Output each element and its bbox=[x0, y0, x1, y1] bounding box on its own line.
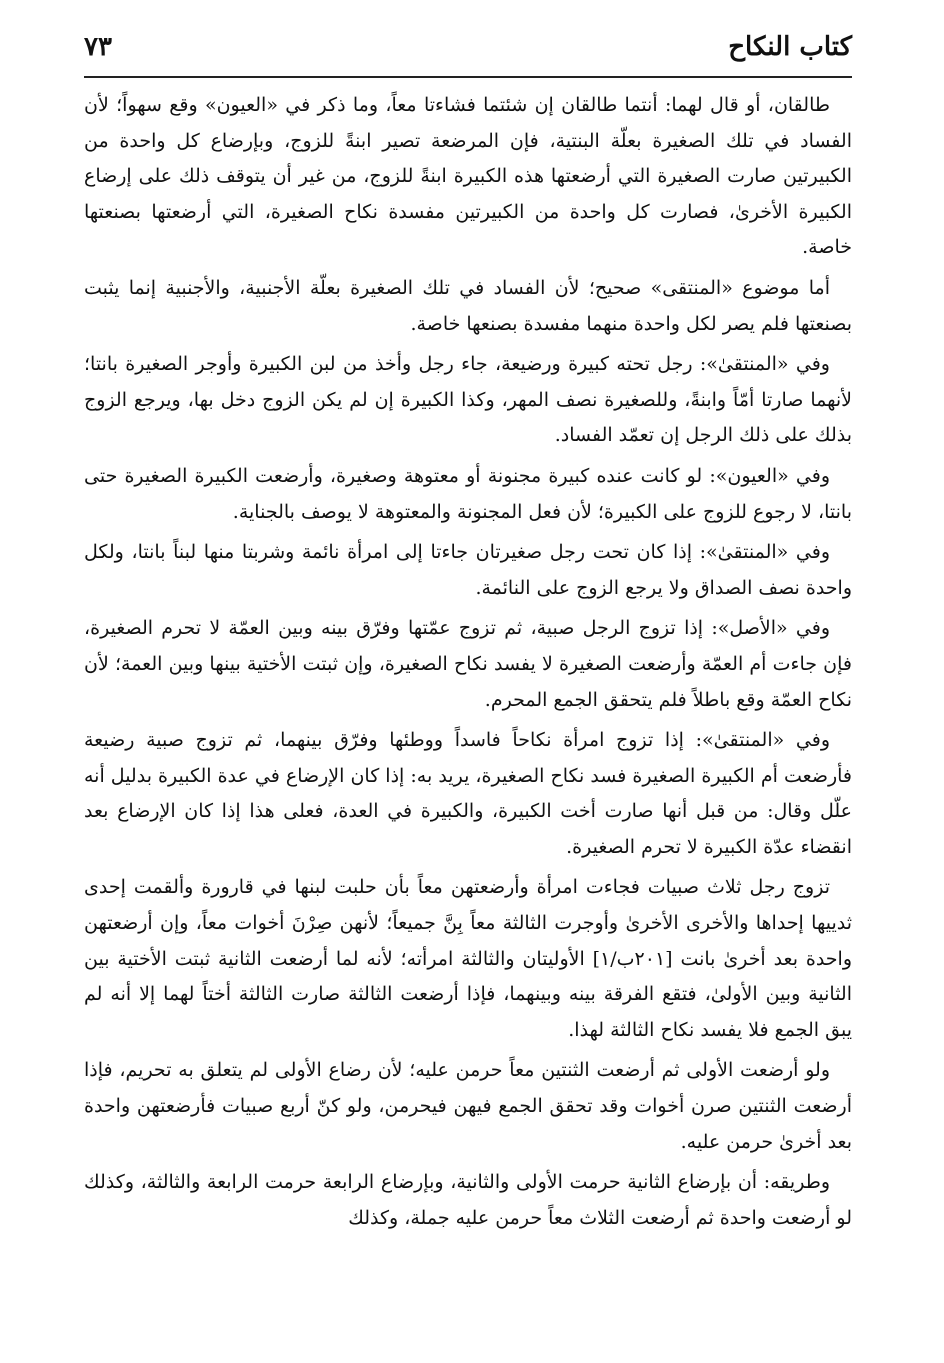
paragraph: طالقان، أو قال لهما: أنتما طالقان إن شئتما فشاءتا معاً، وما ذكر في «العيون» وقع سهواً؛ لأن الفساد في تلك الصغيرة بعلّة البنتية، فإن المرضعة تصير ابنةً للزوج، وبإرضاع كل واحدة من الكبيرتين صارت الصغيرة التي أرضعتها هذه الكبيرة ابنةً للزوج، من غير أن يتوقف ذلك على إرضاع الكبيرة الأخرىٰ، فصارت كل واحدة من الكبيرتين مفسدة نكاح الصغيرة، التي أرضعتها بصنعتها خاصة. bbox=[84, 94, 852, 259]
paragraph: وفي «المنتقىٰ»: إذا كان تحت رجل صغيرتان جاءتا إلى امرأة نائمة وشربتا منها لبناً بانتا، ولكل واحدة نصف الصداق ولا يرجع الزوج على النائمة. bbox=[84, 541, 852, 599]
paragraph: وفي «المنتقىٰ»: رجل تحته كبيرة ورضيعة، جاء رجل وأخذ من لبن الكبيرة وأوجر الصغيرة بانتا؛ لأنهما صارتا أمّاً وابنةً، وللصغيرة نصف المهر، وكذا الكبيرة إن لم يكن الزوج دخل بها، ويرجع الزوج بذلك على ذلك الرجل إن تعمّد الفساد. bbox=[84, 353, 852, 447]
running-header bbox=[84, 28, 852, 68]
paragraph: وفي «المنتقىٰ»: إذا تزوج امرأة نكاحاً فاسداً ووطئها وفرّق بينهما، ثم تزوج صبية رضيعة فأرضعت أم الكبيرة الصغيرة فسد نكاح الصغيرة، يريد به: إذا كان الإرضاع في عدة الكبيرة بدليل أنه علّل وقال: من قبل أنها صارت أخت الكبيرة، والكبيرة في العدة، فعلى هذا إذا كان الإرضاع بعد انقضاء عدّة الكبيرة لا تحرم الصغيرة. bbox=[84, 729, 852, 858]
paragraph: وفي «الأصل»: إذا تزوج الرجل صبية، ثم تزوج عمّتها وفرّق بينه وبين العمّة لا تحرم الصغيرة، فإن جاءت أم العمّة وأرضعت الصغيرة لا يفسد نكاح الصغيرة، وإن ثبتت الأختية بينها وبين العمة؛ لأن نكاح العمّة وقع باطلاً فلم يتحقق الجمع المحرم. bbox=[84, 617, 852, 711]
header-rule bbox=[84, 76, 852, 78]
paragraph: أما موضوع «المنتقى» صحيح؛ لأن الفساد في تلك الصغيرة بعلّة الأجنبية، والأجنبية إنما يثبت بصنعتها فلم يصر لكل واحدة منهما مفسدة بصنعها خاصة. bbox=[84, 276, 852, 335]
paragraph: وفي «العيون»: لو كانت عنده كبيرة مجنونة أو معتوهة وصغيرة، وأرضعت الكبيرة الصغيرة حتى بانتا، لا رجوع للزوج على الكبيرة؛ لأن فعل المجنونة والمعتوهة لا يوصف بالجناية. bbox=[84, 464, 852, 523]
body-text bbox=[84, 88, 852, 1236]
page-number: ٧٣ bbox=[84, 32, 112, 62]
book-title: كتاب النكاح bbox=[728, 32, 852, 62]
paragraph: تزوج رجل ثلاث صبيات فجاءت امرأة وأرضعتهن معاً بأن حلبت لبنها في قارورة وألقمت إحدى ثدييها إحداها والأخرى الأخرىٰ وأوجرت الثالثة معاً بِنَّ جميعاً؛ لأنهن صِرْنَ أخوات معاً، وإن أرضعتهن واحدة بعد أخرىٰ بانت [٢٠١ب/١] الأوليتان والثالثة امرأته؛ لأنه لما أرضعت الثانية ثبتت الأختية بين الثانية وبين الأولىٰ، فتقع الفرقة بينه وبينهما، فإذا أرضعت الثالثة صارت الثالثة أختاً لهما إلا أنه لم يبق الجمع فلا يفسد نكاح الثالثة لهذا. bbox=[84, 876, 852, 1041]
paragraph: وطريقه: أن بإرضاع الثانية حرمت الأولى والثانية، وبإرضاع الرابعة حرمت الرابعة والثالثة، وكذلك لو أرضعت واحدة ثم أرضعت الثلاث معاً حرمن عليه جملة، وكذلك bbox=[84, 1171, 852, 1229]
paragraph: ولو أرضعت الأولى ثم أرضعت الثنتين معاً حرمن عليه؛ لأن رضاع الأولى لم يتعلق به تحريم، فإذا أرضعت الثنتين صرن أخوات وقد تحقق الجمع فيهن فيحرمن، ولو كنّ أربع صبيات فأرضعتهن واحدة بعد أخرىٰ حرمن عليه. bbox=[84, 1059, 852, 1153]
